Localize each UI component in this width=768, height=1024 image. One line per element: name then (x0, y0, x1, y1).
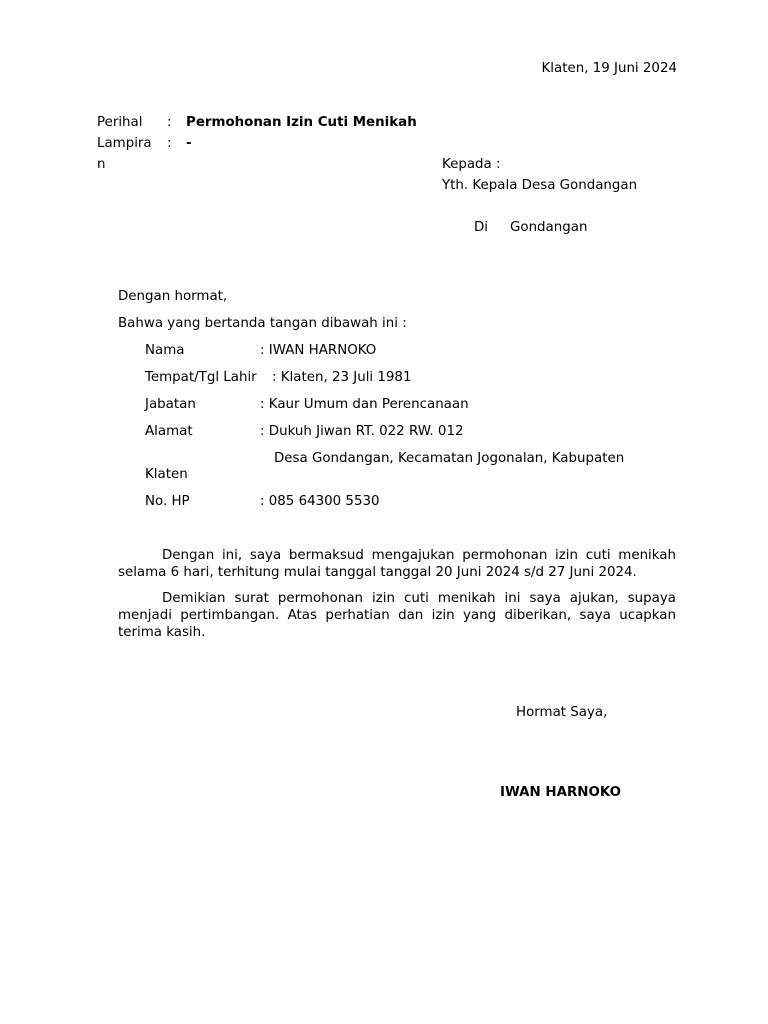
jabatan-label: Jabatan (145, 397, 196, 412)
recipient-yth: Yth. Kepala Desa Gondangan (442, 178, 638, 193)
ttl-label: Tempat/Tgl Lahir (145, 370, 257, 385)
hp-label: No. HP (145, 494, 190, 509)
nama-label: Nama (145, 343, 185, 358)
alamat-value-line-3: Klaten (145, 467, 188, 482)
alamat-label: Alamat (145, 424, 193, 439)
recipient-place: Gondangan (510, 220, 588, 235)
lampiran-label-wrap: n (97, 157, 106, 172)
perihal-colon: : (167, 115, 172, 130)
signer-name: IWAN HARNOKO (500, 785, 622, 800)
perihal-value: Permohonan Izin Cuti Menikah (186, 115, 417, 130)
intro-line: Bahwa yang bertanda tangan dibawah ini : (118, 316, 407, 331)
body-paragraph-1 (118, 547, 676, 581)
lampiran-label: Lampira (97, 136, 152, 151)
recipient-di: Di (474, 220, 489, 235)
jabatan-value: : Kaur Umum dan Perencanaan (260, 397, 469, 412)
lampiran-colon: : (167, 136, 172, 151)
body-paragraph-1-text: Dengan ini, saya bermaksud mengajukan permohonan izin cuti menikah selama 6 hari, terhitung mulai tanggal tanggal 20 Juni 2024 s/d 27 Juni 2024. (118, 548, 676, 580)
body-paragraph-2 (118, 590, 676, 641)
greeting: Dengan hormat, (118, 289, 228, 304)
nama-value: : IWAN HARNOKO (260, 343, 377, 358)
perihal-label: Perihal (97, 115, 143, 130)
closing-salutation: Hormat Saya, (516, 705, 608, 720)
date-line: Klaten, 19 Juni 2024 (541, 61, 677, 76)
body-paragraph-2-text: Demikian surat permohonan izin cuti menikah ini saya ajukan, supaya menjadi pertimbangan. Atas perhatian dan izin yang diberikan, saya ucapkan terima kasih. (118, 591, 676, 640)
ttl-value: : Klaten, 23 Juli 1981 (272, 370, 412, 385)
alamat-value-line-1: : Dukuh Jiwan RT. 022 RW. 012 (260, 424, 464, 439)
recipient-kepada: Kepada : (442, 157, 501, 172)
hp-value: : 085 64300 5530 (260, 494, 380, 509)
alamat-value-line-2: Desa Gondangan, Kecamatan Jogonalan, Kabupaten (274, 451, 625, 466)
lampiran-value: - (186, 136, 192, 151)
